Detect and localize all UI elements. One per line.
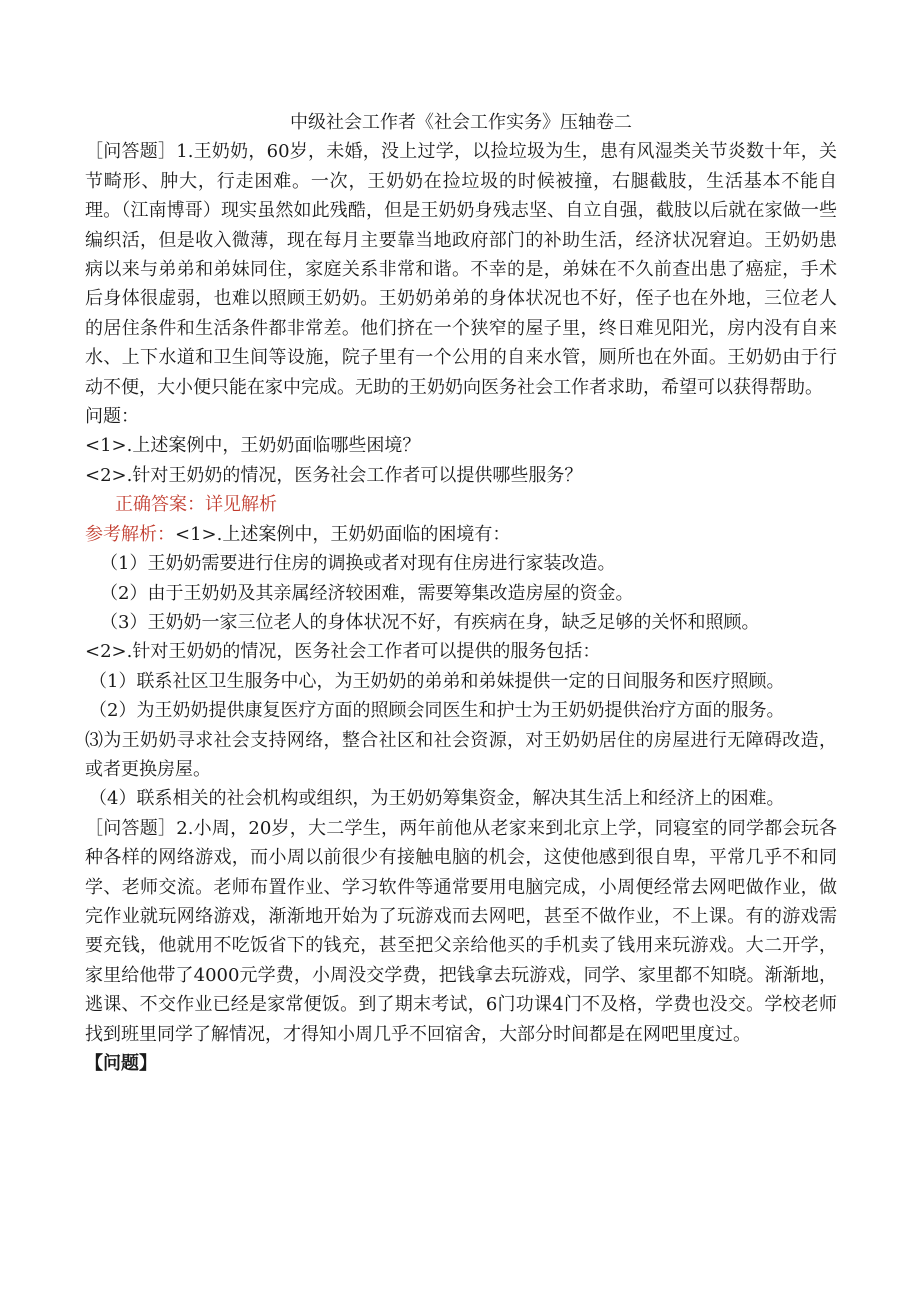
dilemma-item-3: （3）王奶奶一家三位老人的身体状况不好，有疾病在身，缺乏足够的关怀和照顾。	[100, 611, 760, 633]
question-1-answer: 正确答案：详见解析	[115, 494, 277, 516]
dilemma-item-1: （1）王奶奶需要进行住房的调换或者对现有住房进行家装改造。	[100, 553, 616, 575]
question-1-sub-question-1: <1>.上述案例中，王奶奶面临哪些困境？	[85, 435, 421, 457]
service-item-4: （4）联系相关的社会机构或组织，为王奶奶筹集资金，解决其生活上和经济上的困难。	[89, 788, 785, 810]
services-intro: <2>.针对王奶奶的情况，医务社会工作者可以提供的服务包括：	[85, 641, 601, 663]
question-1-questions-label: 问题：	[85, 406, 139, 428]
dilemma-item-2: （2）由于王奶奶及其亲属经济较困难，需要筹集改造房屋的资金。	[100, 582, 634, 604]
document-page	[85, 108, 837, 1078]
question-2-questions-label: 【问题】	[85, 1053, 157, 1074]
analysis-intro: <1>.上述案例中，王奶奶面临的困境有：	[175, 523, 511, 545]
question-2-body: ［问答题］2.小周，20岁，大二学生，两年前他从老家来到北京上学，同寝室的同学都会玩各种各样的网络游戏，而小周以前很少有接触电脑的机会，这使他感到很自卑，平常几乎不和同学、老师交流。老师布置作业、学习软件等通常要用电脑完成，小周便经常去网吧做作业，做完作业就玩网络游戏，渐渐地开始为了玩游戏而去网吧，甚至不做作业，不上课。有的游戏需要充钱，他就用不吃饭省下的钱充，甚至把父亲给他买的手机卖了钱用来玩游戏。大二开学，家里给他带了4000元学费，小周没交学费，把钱拿去玩游戏，同学、家里都不知晓。渐渐地，逃课、不交作业已经是家常便饭。到了期末考试，6门功课4门不及格，学费也没交。学校老师找到班里同学了解情况，才得知小周几乎不回宿舍，大部分时间都是在网吧里度过。	[85, 817, 837, 1045]
service-item-2: （2）为王奶奶提供康复医疗方面的照顾会同医生和护士为王奶奶提供治疗方面的服务。	[89, 700, 785, 722]
question-1-sub-question-2: <2>.针对王奶奶的情况，医务社会工作者可以提供哪些服务？	[85, 464, 583, 486]
document-title: 中级社会工作者《社会工作实务》压轴卷二	[290, 112, 632, 133]
question-1-body: ［问答题］1.王奶奶，60岁，未婚，没上过学，以捡垃圾为生，患有风湿类关节炎数十年，关节畸形、肿大，行走困难。一次，王奶奶在捡垃圾的时候被撞，右腿截肢，生活基本不能自理。（江南博哥）现实虽然如此残酷，但是王奶奶身残志坚、自立自强，截肢以后就在家做一些编织活，但是收入微薄，现在每月主要靠当地政府部门的补助生活，经济状况窘迫。王奶奶患病以来与弟弟和弟妹同住，家庭关系非常和谐。不幸的是，弟妹在不久前查出患了癌症，手术后身体很虚弱，也难以照顾王奶奶。王奶奶弟弟的身体状况也不好，侄子也在外地，三位老人的居住条件和生活条件都非常差。他们挤在一个狭窄的屋子里，终日难见阳光，房内没有自来水、上下水道和卫生间等设施，院子里有一个公用的自来水管，厕所也在外面。王奶奶由于行动不便，大小便只能在家中完成。无助的王奶奶向医务社会工作者求助，希望可以获得帮助。	[85, 141, 837, 398]
service-item-3: ⑶为王奶奶寻求社会支持网络，整合社区和社会资源，对王奶奶居住的房屋进行无障碍改造，或者更换房屋。	[85, 729, 837, 780]
question-1-analysis-line	[85, 520, 837, 549]
service-item-1: （1）联系社区卫生服务中心，为王奶奶的弟弟和弟妹提供一定的日间服务和医疗照顾。	[89, 670, 785, 692]
analysis-label: 参考解析：	[85, 523, 175, 545]
